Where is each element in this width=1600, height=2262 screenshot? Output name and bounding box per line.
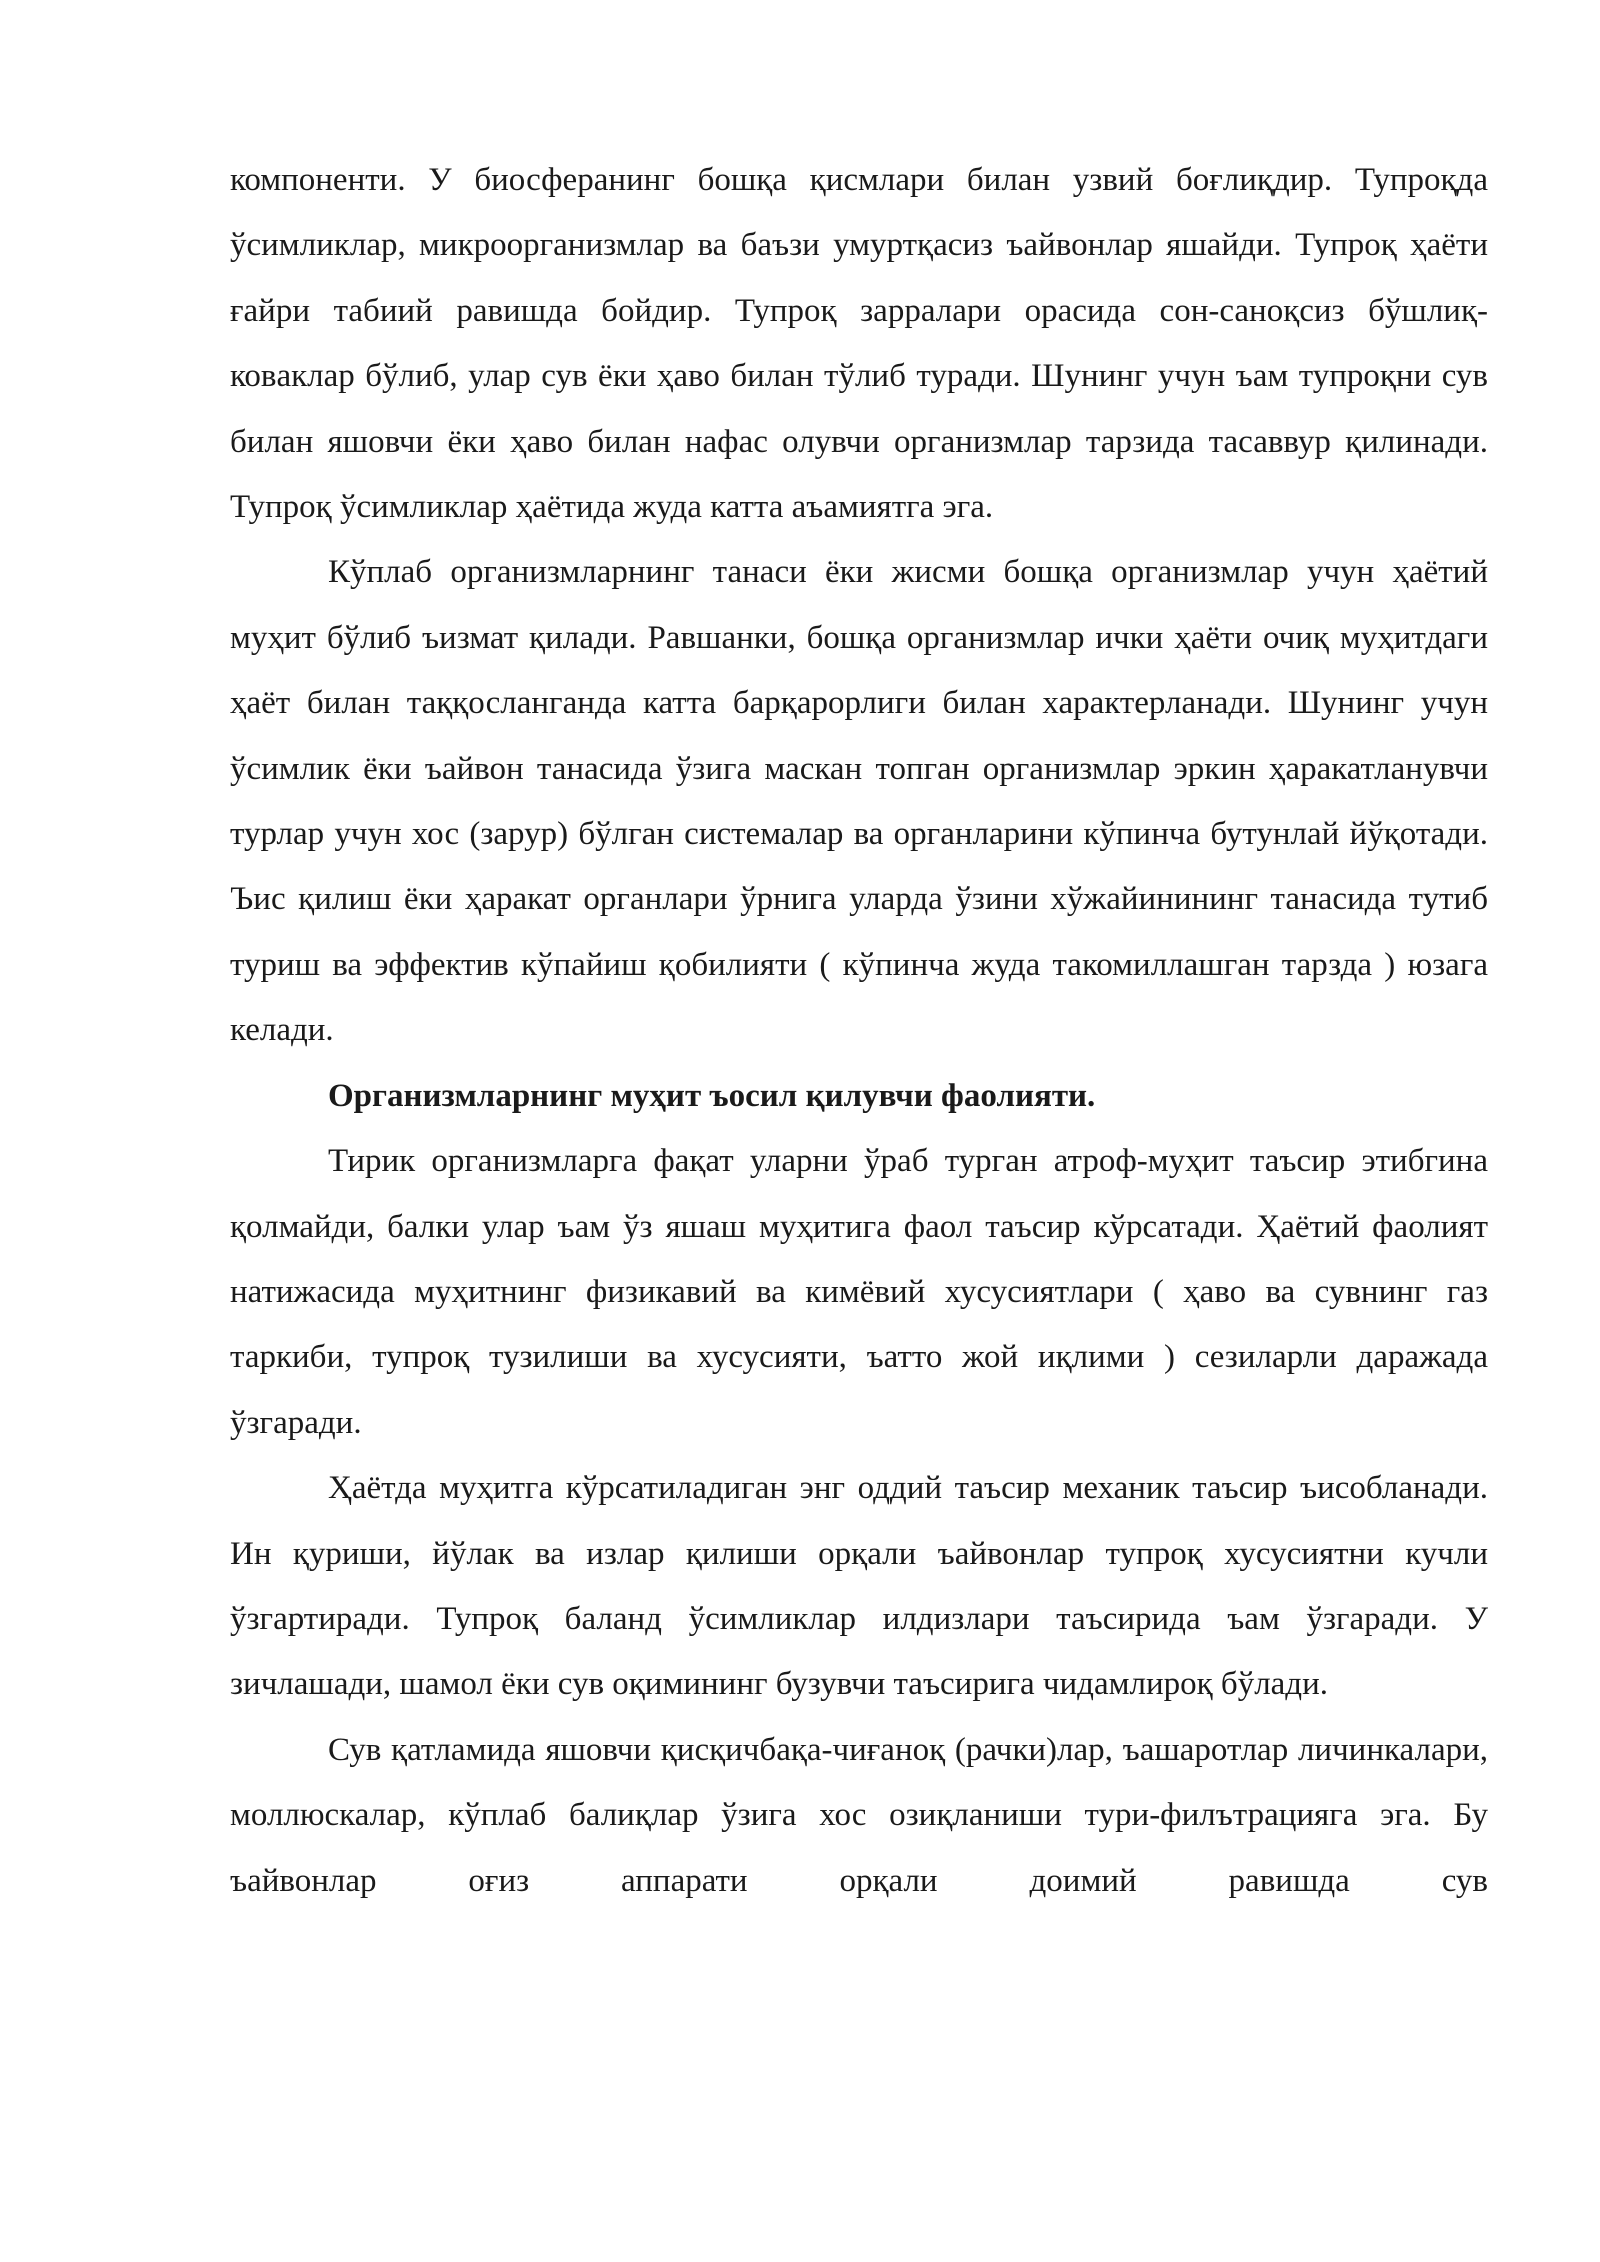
section-heading: Организмларнинг муҳит ъосил қилувчи фаолияти.	[328, 1077, 1096, 1114]
document-body	[230, 148, 1488, 1914]
paragraph-organisms-as-habitat: Кўплаб организмларнинг танаси ёки жисми бошқа организмлар учун ҳаётий муҳит бўлиб ъизмат қилади. Равшанки, бошқа организмлар ички ҳаёти очиқ муҳитдаги ҳаёт билан таққосланганда катта барқарорлиги билан характерланади. Шунинг учун ўсимлик ёки ъайвон танасида ўзига маскан топган организмлар эркин ҳаракатланувчи турлар учун хос (зарур) бўлган системалар ва органларини кўпинча бутунлай йўқотади. Ъис қилиш ёки ҳаракат органлари ўрнига уларда ўзини хўжайинининг танасида тутиб туриш ва эффектив кўпайиш қобилияти ( кўпинча жуда такомиллашган тарзда ) юзага келади.	[230, 554, 1488, 1049]
paragraph-filtration-feeding: Сув қатламида яшовчи қисқичбақа-чиғаноқ (рачки)лар, ъашаротлар личинкалари, моллюскалар, кўплаб балиқлар ўзига хос озиқланиши тури-филътрацияга эга. Бу ъайвонлар оғиз аппарати орқали доимий равишда сув	[230, 1731, 1488, 1899]
paragraph-mechanical-influence: Ҳаётда муҳитга кўрсатиладиган энг оддий таъсир механик таъсир ъисобланади. Ин қуриши, йўлак ва излар қилиши орқали ъайвонлар тупроқ хусусиятни кучли ўзгартиради. Тупроқ баланд ўсимликлар илдизлари таъсирида ъам ўзгаради. У зичлашади, шамол ёки сув оқимининг бузувчи таъсирига чидамлироқ бўлади.	[230, 1470, 1488, 1703]
paragraph-soil-continuation: компоненти. У биосферанинг бошқа қисмлари билан узвий боғлиқдир. Тупроқда ўсимликлар, микроорганизмлар ва баъзи умуртқасиз ъайвонлар яшайди. Тупроқ ҳаёти ғайри табиий равишда бойдир. Тупроқ зарралари орасида сон-саноқсиз бўшлиқ-ковaклар бўлиб, улар сув ёки ҳаво билан тўлиб туради. Шунинг учун ъам тупроқни сув билан яшовчи ёки ҳаво билан нафас олувчи организмлар тарзида тасаввур қилинади. Тупроқ ўсимликлар ҳаётида жуда катта аъамиятга эга.	[230, 162, 1488, 526]
paragraph-environment-influence: Тирик организмларга фақат уларни ўраб турган атроф-муҳит таъсир этибгина қолмайди, балки улар ъам ўз яшаш муҳитига фаол таъсир кўрсатади. Ҳаётий фаолият натижасида муҳитнинг физикавий ва кимёвий хусусиятлари ( ҳаво ва сувнинг газ таркиби, тупроқ тузилиши ва хусусияти, ъатто жой иқлими ) сезиларли даражада ўзгаради.	[230, 1143, 1488, 1441]
